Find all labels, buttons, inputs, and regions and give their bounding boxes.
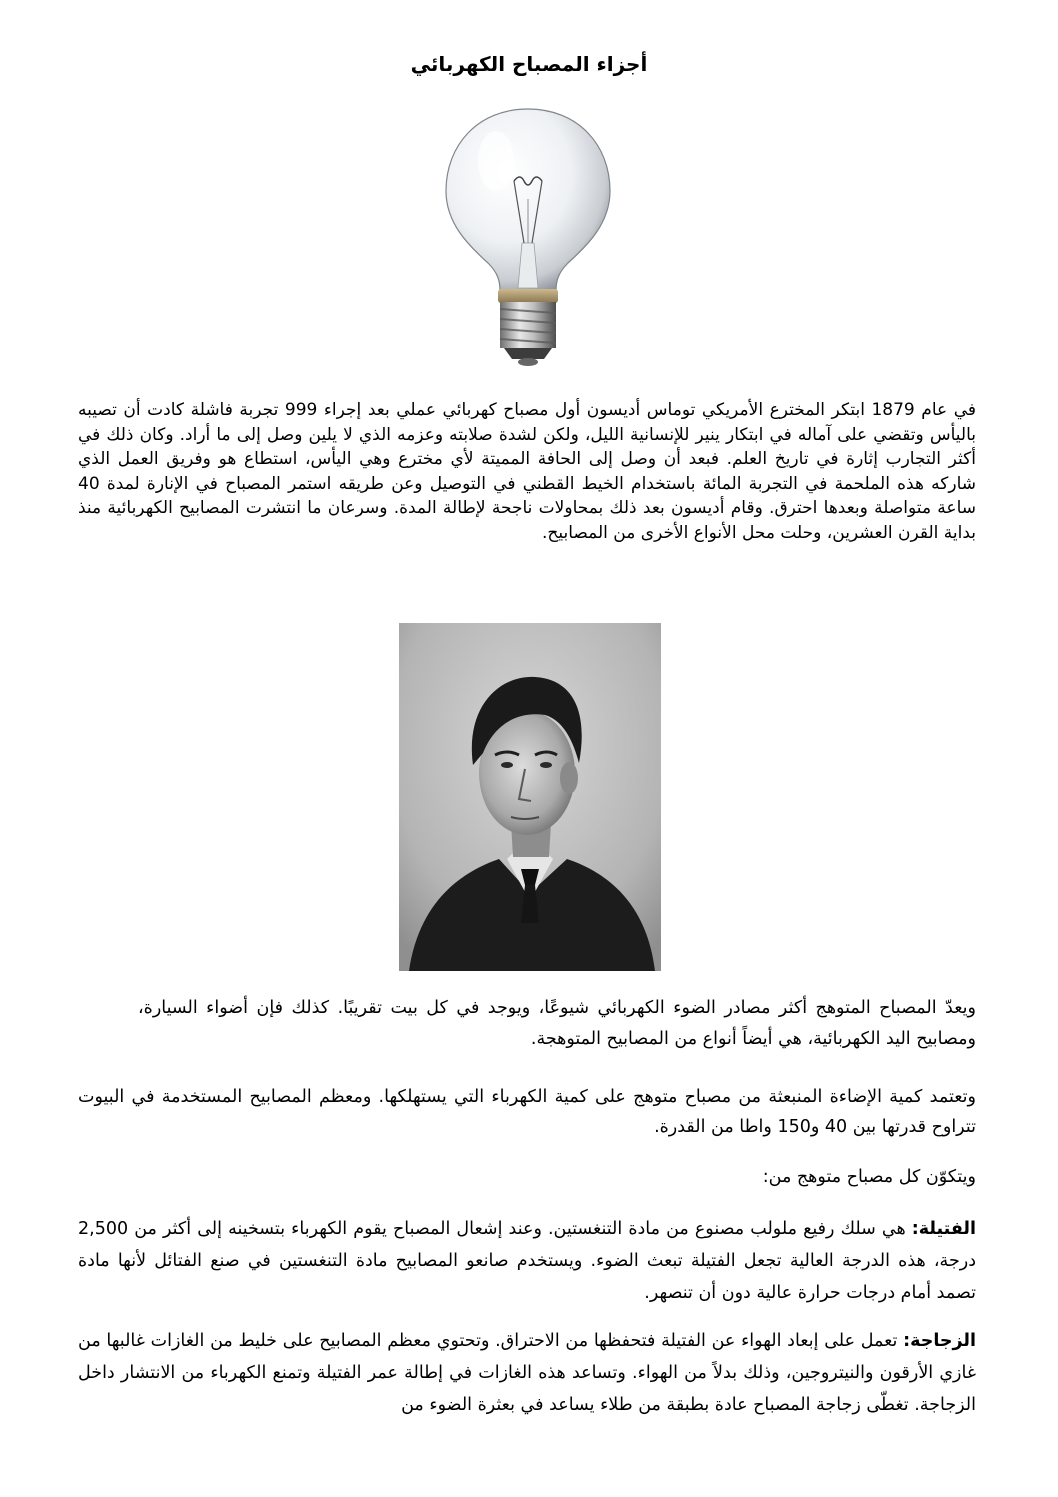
glass-label: الزجاجة:: [903, 1331, 976, 1351]
common-usage-paragraph: ويعدّ المصباح المتوهج أكثر مصادر الضوء الكهربائي شيوعًا، ويوجد في كل بيت تقريبًا. كذلك فإن أضواء السيارة، ومصابيح اليد الكهربائية، هي أيضاً أنواع من المصابيح المتوهجة.: [138, 998, 976, 1049]
filament-label: الفتيلة:: [911, 1219, 976, 1239]
light-amount-paragraph: وتعتمد كمية الإضاءة المنبعثة من مصباح متوهج على كمية الكهرباء التي يستهلكها. ومعظم المصابيح المستخدمة في البيوت تتراوح قدرتها بين 40 و150 واطا من القدرة.: [78, 1087, 976, 1137]
parts-intro-paragraph: ويتكوّن كل مصباح متوهج من:: [762, 1167, 976, 1187]
glass-text: تعمل على إبعاد الهواء عن الفتيلة فتحفظها من الاحتراق. وتحتوي معظم المصابيح على خليط من الغازات غالبها من غازي الأرقون والنيتروجين، وذلك بدلاً من الهواء. وتساعد هذه الغازات في إطالة عمر الفتيلة وتمنع الكهرباء من الانتشار داخل الزجاجة. تغطّى زجاجة المصباح عادة بطبقة من طلاء يساعد في بعثرة الضوء من: [78, 1331, 976, 1415]
page-title: أجزاء المصباح الكهربائي: [410, 52, 648, 76]
glass-paragraph: [78, 1325, 976, 1421]
filament-text: هي سلك رفيع ملولب مصنوع من مادة التنغستين. وعند إشعال المصباح يقوم الكهرباء بتسخينه إلى أكثر من 2,500 درجة، هذه الدرجة العالية تجعل الفتيلة تبعث الضوء. ويستخدم صانعو المصابيح مادة التنغستين في صنع الفتائل لأنها مادة تصمد أمام درجات حرارة عالية دون أن تنصهر.: [78, 1219, 976, 1303]
intro-paragraph: في عام 1879 ابتكر المخترع الأمريكي توماس أديسون أول مصباح كهربائي عملي بعد إجراء 999 تجربة فاشلة كادت أن تصيبه باليأس وتقضي على آماله في ابتكار ينير للإنسانية الليل، ولكن لشدة صلابته وعزمه الذي لا يلين وصل إلى ما أراد. وكان ذلك في أكثر التجارب إثارة في تاريخ العلم. فبعد أن وصل إلى الحافة المميتة لأي مخترع وهي اليأس، استطاع هو وفريق العمل الذي شاركه هذه الملحمة في التجربة المائة باستخدام الخيط القطني في التوصيل وعن طريقه استمر المصباح في الإنارة لمدة 40 ساعة متواصلة وبعدها احترق. وقام أديسون بعد ذلك بمحاولات ناجحة لإطالة المدة. وسرعان ما انتشرت المصابيح الكهربائية منذ بداية القرن العشرين، وحلت محل الأنواع الأخرى من المصابيح.: [78, 400, 976, 543]
filament-paragraph: [78, 1213, 976, 1309]
light-bulb-image: [438, 103, 618, 368]
portrait-photo-icon: [399, 623, 661, 971]
light-bulb-icon: [438, 103, 618, 368]
portrait-image: [399, 623, 661, 971]
